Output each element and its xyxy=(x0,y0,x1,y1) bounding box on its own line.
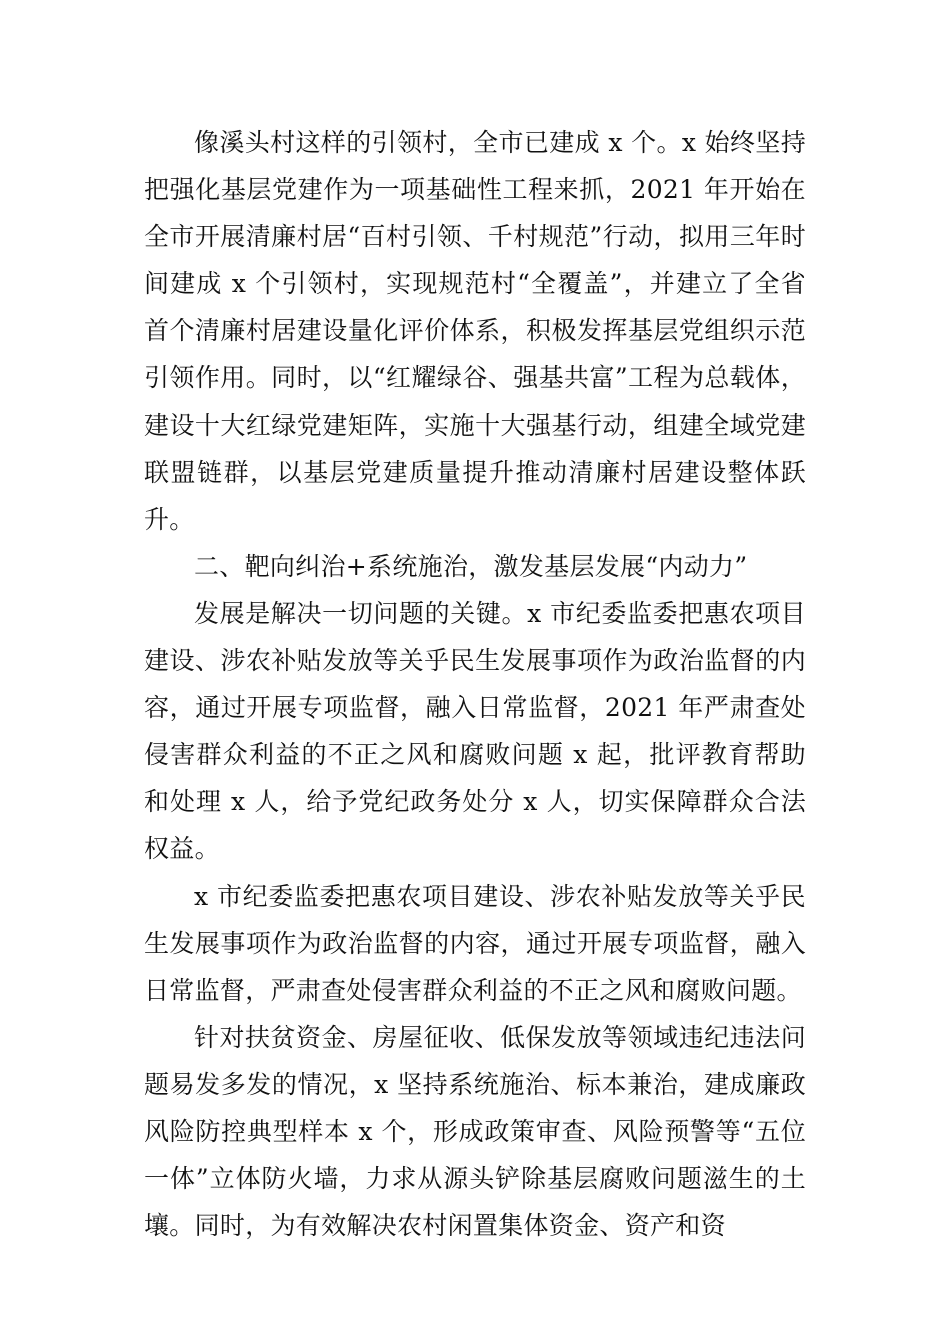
paragraph-development-key: 发展是解决一切问题的关键。x 市纪委监委把惠农项目建设、涉农补贴发放等关乎民生发展事项作为政治监督的内容，通过开展专项监督，融入日常监督，2021 年严肃查处侵害群众利益的不正之风和腐败问题 x 起，批评教育帮助和处理 x 人，给予党纪政务处分 x 人，切实保障群众合法权益。 xyxy=(144,598,806,864)
paragraph-village-leading: 像溪头村这样的引领村，全市已建成 x 个。x 始终坚持把强化基层党建作为一项基础性工程来抓，2021 年开始在全市开展清廉村居“百村引领、千村规范”行动，拟用三年时间建成 x 个引领村，实现规范村“全覆盖”，并建立了全省首个清廉村居建设量化评价体系，积极发挥基层党组织示范引领作用。同时，以“红耀绿谷、强基共富”工程为总载体，建设十大红绿党建矩阵，实施十大强基行动，组建全域党建联盟链群，以基层党建质量提升推动清廉村居建设整体跃升。 xyxy=(144,128,806,534)
paragraph-supervision: x 市纪委监委把惠农项目建设、涉农补贴发放等关乎民生发展事项作为政治监督的内容，通过开展专项监督，融入日常监督，严肃查处侵害群众利益的不正之风和腐败问题。 xyxy=(144,881,806,1005)
document-body xyxy=(144,119,806,1249)
paragraph-systematic-governance: 针对扶贫资金、房屋征收、低保发放等领域违纪违法问题易发多发的情况，x 坚持系统施治、标本兼治，建成廉政风险防控典型样本 x 个，形成政策审查、风险预警等“五位一体”立体防火墙，力求从源头铲除基层腐败问题滋生的土壤。同时，为有效解决农村闲置集体资金、资产和资 xyxy=(144,1022,806,1241)
section-heading-two: 二、靶向纠治+系统施治，激发基层发展“内动力” xyxy=(194,551,748,581)
